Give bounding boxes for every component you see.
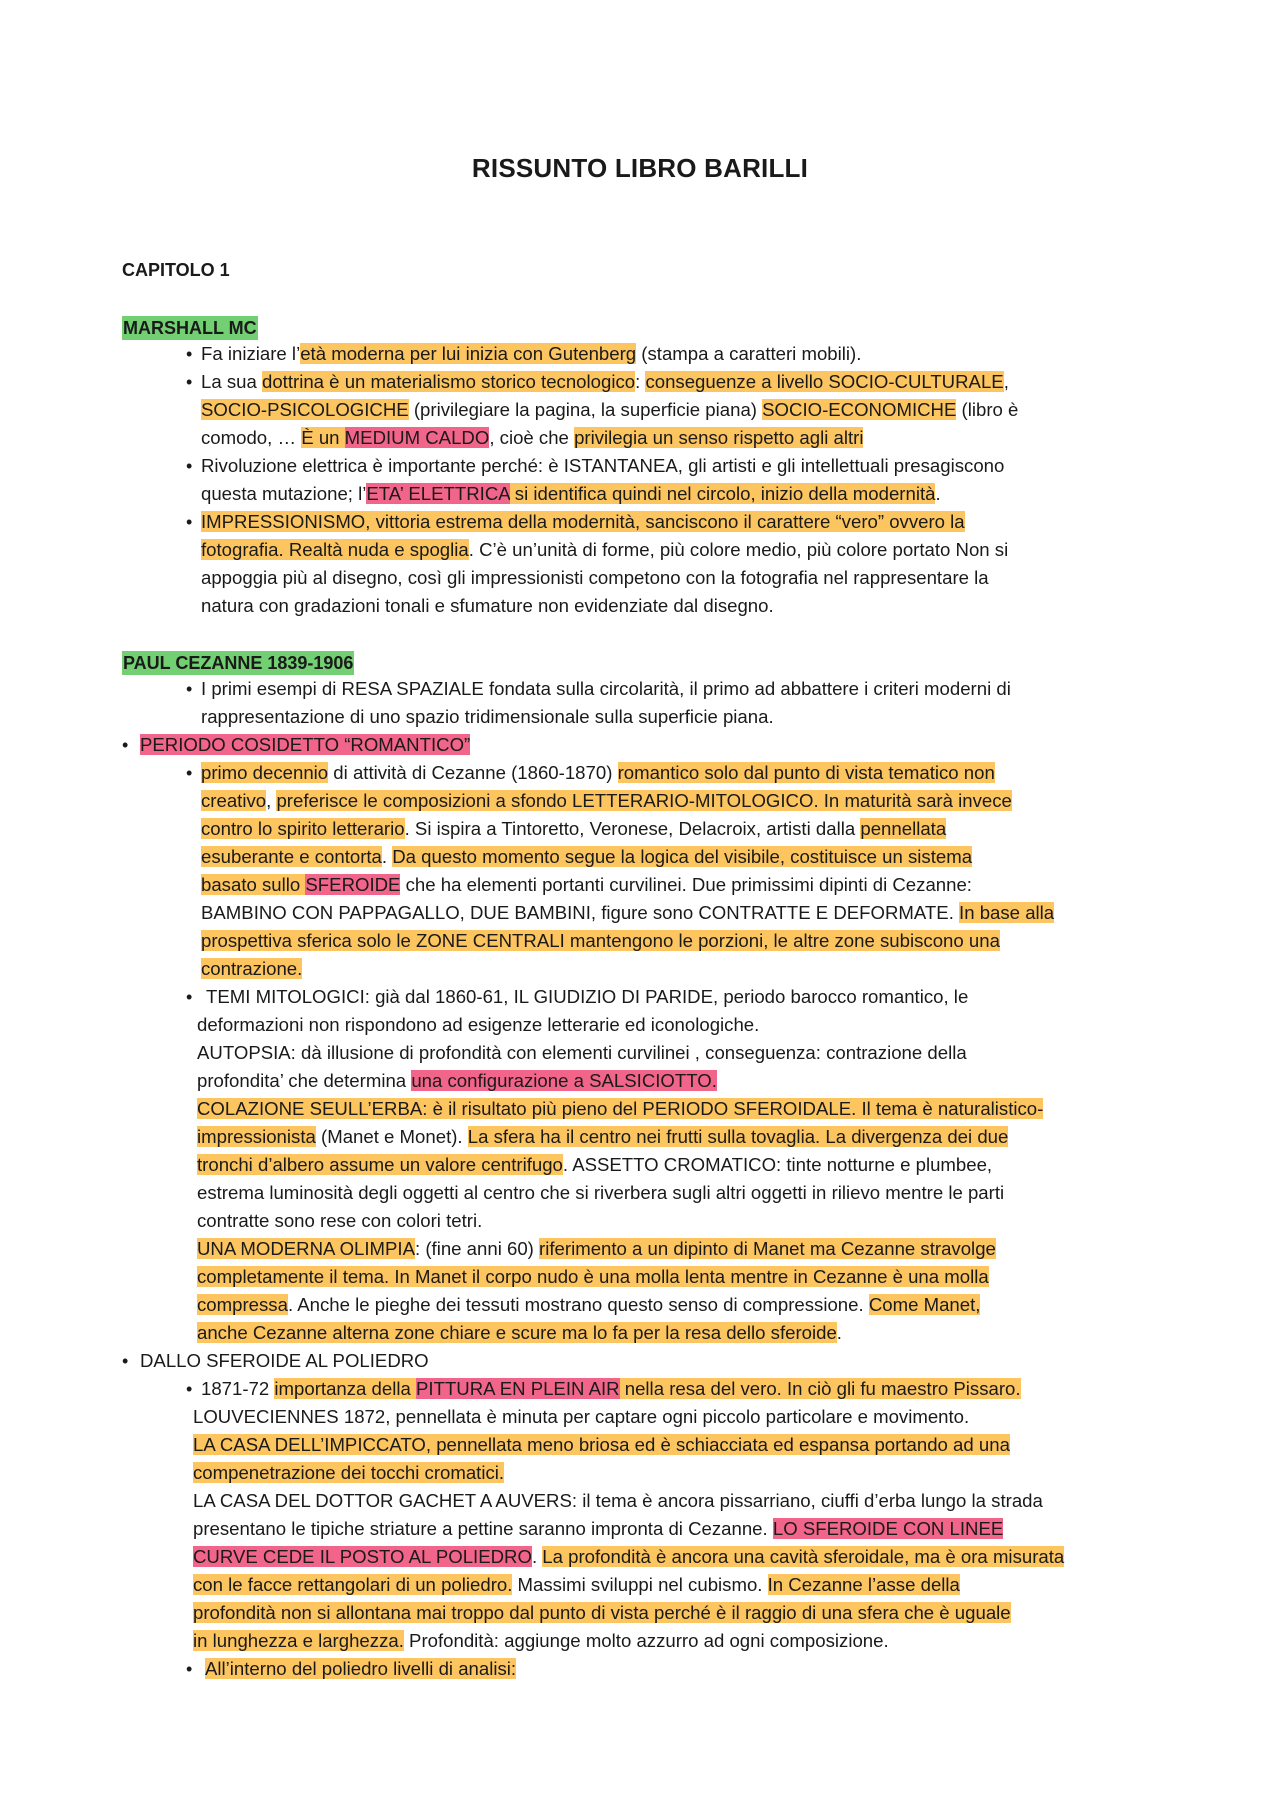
text-line	[197, 1180, 1004, 1208]
text-line	[193, 1432, 1010, 1460]
text-line	[193, 1572, 960, 1600]
text-run: natura con gradazioni tonali e sfumature non evidenziate dal disegno.	[201, 595, 774, 616]
text-line	[193, 1516, 1003, 1544]
highlight-yellow: primo decennio	[201, 762, 329, 783]
text-line	[197, 1040, 967, 1068]
bullet-marker: •	[186, 1659, 193, 1679]
text-run: .	[836, 1322, 842, 1343]
chapter-heading: CAPITOLO 1	[122, 260, 230, 280]
highlight-yellow: compressa	[197, 1294, 288, 1315]
highlight-pink: CURVE CEDE IL POSTO AL POLIEDRO	[193, 1546, 532, 1567]
text-line	[197, 1152, 992, 1180]
text-run: questa mutazione; l’	[201, 483, 367, 504]
text-run: I primi esempi di RESA SPAZIALE fondata sulla circolarità, il primo ad abbattere i criteri moderni di	[201, 678, 1011, 699]
highlight-yellow: nella resa del vero. In ciò gli fu maestro Pissaro.	[619, 1378, 1021, 1399]
text-run: 1871-72	[201, 1378, 275, 1399]
highlight-yellow: anche Cezanne alterna zone chiare e scure ma lo fa per la resa dello sferoide	[197, 1322, 837, 1343]
text-line	[201, 788, 1012, 816]
text-line	[201, 481, 941, 509]
text-run: :	[635, 371, 646, 392]
text-line	[201, 844, 972, 872]
highlight-yellow: SOCIO-ECONOMICHE	[762, 399, 957, 420]
text-run: .	[381, 846, 393, 867]
text-line	[140, 732, 470, 760]
text-line	[201, 537, 1008, 565]
text-line	[197, 1264, 989, 1292]
highlight-yellow: completamente il tema. In Manet il corpo nudo è una molla lenta mentre in Cezanne è una molla	[197, 1266, 989, 1287]
highlight-yellow: con le facce rettangolari di un poliedro.	[193, 1574, 513, 1595]
text-run: ,	[266, 790, 277, 811]
text-line	[201, 565, 989, 593]
text-run: comodo, …	[201, 427, 302, 448]
highlight-yellow: SOCIO-PSICOLOGICHE	[201, 399, 409, 420]
text-line	[197, 1012, 759, 1040]
text-line	[201, 900, 1054, 928]
text-line	[193, 1488, 1043, 1516]
highlight-yellow: basato sullo	[201, 874, 306, 895]
text-line	[201, 872, 972, 900]
highlight-pink: SFEROIDE	[305, 874, 401, 895]
text-line	[201, 593, 774, 621]
text-line	[201, 816, 946, 844]
section-heading-cezanne: PAUL CEZANNE 1839-1906	[123, 653, 354, 673]
highlight-yellow: in lunghezza e larghezza.	[193, 1630, 404, 1651]
section-heading-marshall: MARSHALL MC	[123, 318, 257, 338]
text-run: che ha elementi portanti curvilinei. Due primissimi dipinti di Cezanne:	[400, 874, 972, 895]
text-run: LA CASA DEL DOTTOR GACHET A AUVERS: il tema è ancora pissarriano, ciuffi d’erba lungo la strada	[193, 1490, 1043, 1511]
text-line	[201, 509, 965, 537]
text-run: BAMBINO CON PAPPAGALLO, DUE BAMBINI, figure sono CONTRATTE E DEFORMATE.	[201, 902, 960, 923]
text-line	[197, 1096, 1043, 1124]
highlight-yellow: impressionista	[197, 1126, 316, 1147]
highlight-pink: LO SFEROIDE CON LINEE	[772, 1518, 1004, 1539]
highlight-yellow: si identifica quindi nel circolo, inizio della modernità	[509, 483, 936, 504]
text-line	[205, 1656, 516, 1684]
highlight-yellow: età moderna per lui inizia con Gutenberg	[300, 343, 637, 364]
highlight-yellow: creativo	[201, 790, 267, 811]
bullet-marker: •	[122, 735, 129, 755]
text-line	[206, 984, 968, 1012]
text-run: (privilegiare la pagina, la superficie piana)	[408, 399, 763, 420]
highlight-pink: ETA’ ELETTRICA	[366, 483, 510, 504]
highlight-yellow: All’interno del poliedro livelli di analisi:	[205, 1658, 517, 1679]
bullet-marker: •	[186, 344, 193, 364]
text-line	[197, 1292, 980, 1320]
text-line	[201, 369, 1009, 397]
highlight-pink: PERIODO COSIDETTO “ROMANTICO”	[140, 734, 471, 755]
highlight-yellow: compenetrazione dei tocchi cromatici.	[193, 1462, 505, 1483]
text-run: , cioè che	[489, 427, 575, 448]
highlight-yellow: È un	[301, 427, 345, 448]
text-run: rappresentazione di uno spazio tridimensionale sulla superficie piana.	[201, 706, 774, 727]
text-run: : (fine anni 60)	[415, 1238, 540, 1259]
highlight-yellow: UNA MODERNA OLIMPIA	[197, 1238, 416, 1259]
bullet-marker: •	[186, 987, 193, 1007]
text-line	[201, 760, 995, 788]
highlight-yellow: privilegia un senso rispetto agli altri	[574, 427, 864, 448]
document-title: RISSUNTO LIBRO BARILLI	[471, 153, 809, 183]
text-run: Fa iniziare l’	[201, 343, 301, 364]
text-line	[197, 1236, 996, 1264]
highlight-yellow: La profondità è ancora una cavità sferoidale, ma è ora misurata	[542, 1546, 1065, 1567]
text-run: TEMI MITOLOGICI: già dal 1860-61, IL GIUDIZIO DI PARIDE, periodo barocco romantico, le	[206, 986, 969, 1007]
text-line	[193, 1544, 1064, 1572]
text-run: deformazioni non rispondono ad esigenze letterarie ed iconologiche.	[197, 1014, 760, 1035]
highlight-yellow: LA CASA DELL’IMPICCATO, pennellata meno briosa ed è schiacciata ed espansa portando ad una	[193, 1434, 1010, 1455]
text-run: AUTOPSIA: dà illusione di profondità con elementi curvilinei , conseguenza: contrazione della	[197, 1042, 967, 1063]
text-line	[197, 1208, 482, 1236]
highlight-pink: PITTURA EN PLEIN AIR	[416, 1378, 620, 1399]
text-run: . Si ispira a Tintoretto, Veronese, Delacroix, artisti dalla	[404, 818, 861, 839]
highlight-pink: MEDIUM CALDO	[344, 427, 490, 448]
highlight-yellow: In Cezanne l’asse della	[767, 1574, 960, 1595]
text-line	[201, 341, 861, 369]
text-run: ,	[1003, 371, 1009, 392]
highlight-yellow: tronchi d’albero assume un valore centrifugo	[197, 1154, 563, 1175]
text-line	[197, 1320, 842, 1348]
text-run: (libro è	[956, 399, 1019, 420]
highlight-yellow: IMPRESSIONISMO, vittoria estrema della modernità, sanciscono il carattere “vero” ovvero la	[201, 511, 965, 532]
highlight-yellow: preferisce le composizioni a sfondo LETTERARIO-MITOLOGICO. In maturità sarà invece	[276, 790, 1012, 811]
text-line	[201, 676, 1011, 704]
highlight-yellow: contrazione.	[201, 958, 303, 979]
highlight-yellow: In base alla	[959, 902, 1055, 923]
text-line	[197, 1124, 1008, 1152]
text-line	[193, 1404, 969, 1432]
bullet-marker: •	[186, 456, 193, 476]
text-line	[201, 1376, 1021, 1404]
text-run: Profondità: aggiunge molto azzurro ad ogni composizione.	[403, 1630, 889, 1651]
text-run: Massimi sviluppi nel cubismo.	[512, 1574, 768, 1595]
text-line	[201, 956, 302, 984]
text-run: (Manet e Monet).	[315, 1126, 468, 1147]
text-run: DALLO SFEROIDE AL POLIEDRO	[140, 1350, 429, 1371]
bullet-marker: •	[186, 1379, 193, 1399]
text-run: . C’è un’unità di forme, più colore medio, più colore portato Non si	[468, 539, 1009, 560]
text-line	[201, 453, 1004, 481]
highlight-yellow: dottrina è un materialismo storico tecnologico	[262, 371, 636, 392]
highlight-yellow: conseguenze a livello SOCIO-CULTURALE	[645, 371, 1004, 392]
text-line	[193, 1460, 504, 1488]
highlight-yellow: prospettiva sferica solo le ZONE CENTRALI mantengono le porzioni, le altre zone subiscono una	[201, 930, 1000, 951]
highlight-yellow: La sfera ha il centro nei frutti sulla tovaglia. La divergenza dei due	[467, 1126, 1009, 1147]
highlight-yellow: contro lo spirito letterario	[201, 818, 405, 839]
text-line	[193, 1628, 889, 1656]
text-run: . ASSETTO CROMATICO: tinte notturne e plumbee,	[562, 1154, 993, 1175]
highlight-yellow: COLAZIONE SEULL’ERBA: è il risultato più pieno del PERIODO SFEROIDALE. Il tema è naturalistico-	[197, 1098, 1044, 1119]
bullet-marker: •	[186, 372, 193, 392]
text-run: presentano le tipiche striature a pettine saranno impronta di Cezanne.	[193, 1518, 773, 1539]
bullet-marker: •	[122, 1351, 129, 1371]
highlight-yellow: romantico solo dal punto di vista tematico non	[617, 762, 995, 783]
text-run: .	[935, 483, 941, 504]
text-run: .	[531, 1546, 543, 1567]
highlight-yellow: importanza della	[274, 1378, 417, 1399]
text-run: La sua	[201, 371, 262, 392]
highlight-yellow: profondità non si allontana mai troppo dal punto di vista perché è il raggio di una sfera che è uguale	[193, 1602, 1011, 1623]
highlight-yellow: pennellata	[860, 818, 947, 839]
text-run: contratte sono rese con colori tetri.	[197, 1210, 483, 1231]
text-line	[201, 704, 774, 732]
text-line	[193, 1600, 1011, 1628]
text-line	[201, 425, 863, 453]
text-run: di attività di Cezanne (1860-1870)	[328, 762, 618, 783]
highlight-yellow: riferimento a un dipinto di Manet ma Cezanne stravolge	[539, 1238, 996, 1259]
text-line	[197, 1068, 717, 1096]
text-run: LOUVECIENNES 1872, pennellata è minuta per captare ogni piccolo particolare e movimento.	[193, 1406, 970, 1427]
bullet-marker: •	[186, 763, 193, 783]
text-run: Rivoluzione elettrica è importante perché: è ISTANTANEA, gli artisti e gli intellettuali presagiscono	[201, 455, 1005, 476]
text-run: appoggia più al disegno, così gli impressionisti competono con la fotografia nel rappresentare la	[201, 567, 989, 588]
text-run: estrema luminosità degli oggetti al centro che si riverbera sugli altri oggetti in rilievo mentre le parti	[197, 1182, 1005, 1203]
highlight-yellow: esuberante e contorta	[201, 846, 382, 867]
highlight-yellow: Da questo momento segue la logica del visibile, costituisce un sistema	[392, 846, 973, 867]
text-run: . Anche le pieghe dei tessuti mostrano questo senso di compressione.	[287, 1294, 869, 1315]
highlight-yellow: fotografia. Realtà nuda e spoglia	[201, 539, 469, 560]
highlight-yellow: Come Manet,	[868, 1294, 981, 1315]
text-line	[201, 397, 1018, 425]
text-run: profondita’ che determina	[197, 1070, 412, 1091]
text-line	[201, 928, 1000, 956]
text-run: (stampa a caratteri mobili).	[636, 343, 862, 364]
bullet-marker: •	[186, 679, 193, 699]
text-line	[140, 1348, 429, 1376]
highlight-pink: una configurazione a SALSICIOTTO.	[411, 1070, 717, 1091]
bullet-marker: •	[186, 512, 193, 532]
